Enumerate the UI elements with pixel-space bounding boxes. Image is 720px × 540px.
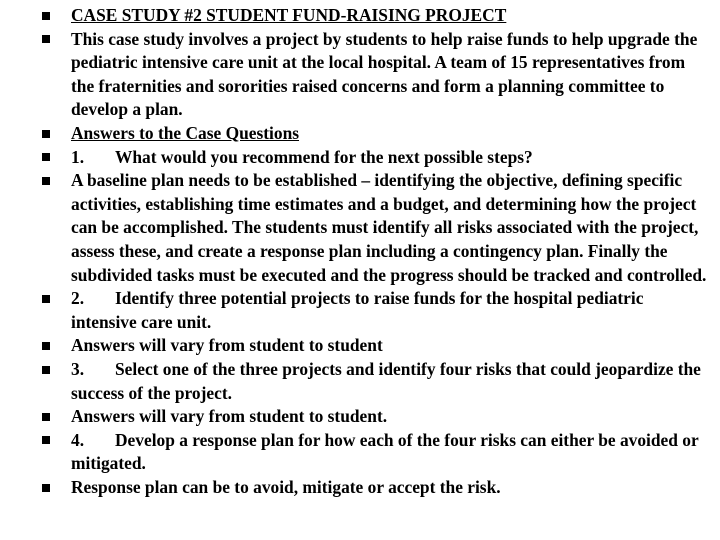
case-description: This case study involves a project by students to help raise funds to help upgrade the pediatric intensive care unit at the local hospital. A team of 15 representatives from the fraternities and sororities raised concerns and form a planning committee to develop a plan. xyxy=(71,28,698,120)
list-item xyxy=(40,476,712,500)
list-item xyxy=(40,287,712,334)
list-item xyxy=(40,429,712,476)
square-bullet-icon xyxy=(40,122,52,146)
question-number: 1. xyxy=(71,146,85,167)
question-number: 2. xyxy=(71,288,85,309)
list-item xyxy=(40,358,712,405)
question-text: Select one of the three projects and identify four risks that could jeopardize the success of the project. xyxy=(71,358,701,403)
square-bullet-icon xyxy=(40,405,52,429)
answer-text: Answers will vary from student to student. xyxy=(71,406,388,427)
list-item xyxy=(40,334,712,358)
square-bullet-icon xyxy=(40,358,52,382)
answers-heading: Answers to the Case Questions xyxy=(71,122,300,143)
case-study-title: CASE STUDY #2 STUDENT FUND-RAISING PROJECT xyxy=(71,5,507,25)
question-number: 3. xyxy=(71,358,85,379)
question-text: What would you recommend for the next possible steps? xyxy=(115,146,533,167)
square-bullet-icon xyxy=(40,28,52,52)
list-item xyxy=(40,4,712,28)
answer-text: A baseline plan needs to be established – identifying the objective, defining specific activities, establishing time estimates and a budget, and determining how the project can be accomplished. The students must identify all risks associated with the project, assess these, and create a response plan including a contingency plan. Finally the subdivided tasks must be executed and the progress should be tracked and controlled. xyxy=(71,170,707,285)
list-item xyxy=(40,28,712,122)
bullet-list xyxy=(40,4,712,499)
square-bullet-icon xyxy=(40,4,52,28)
list-item xyxy=(40,405,712,429)
square-bullet-icon xyxy=(40,287,52,311)
question-number: 4. xyxy=(71,429,85,450)
list-item xyxy=(40,146,712,170)
list-item xyxy=(40,122,712,146)
list-item xyxy=(40,169,712,287)
square-bullet-icon xyxy=(40,334,52,358)
answer-text: Answers will vary from student to student xyxy=(71,335,383,356)
answer-text: Response plan can be to avoid, mitigate or accept the risk. xyxy=(71,476,501,497)
square-bullet-icon xyxy=(40,476,52,500)
square-bullet-icon xyxy=(40,146,52,170)
square-bullet-icon xyxy=(40,169,52,193)
question-text: Identify three potential projects to raise funds for the hospital pediatric intensive care unit. xyxy=(71,288,692,332)
question-text: Develop a response plan for how each of the four risks can either be avoided or mitigated. xyxy=(71,429,699,474)
square-bullet-icon xyxy=(40,429,52,453)
